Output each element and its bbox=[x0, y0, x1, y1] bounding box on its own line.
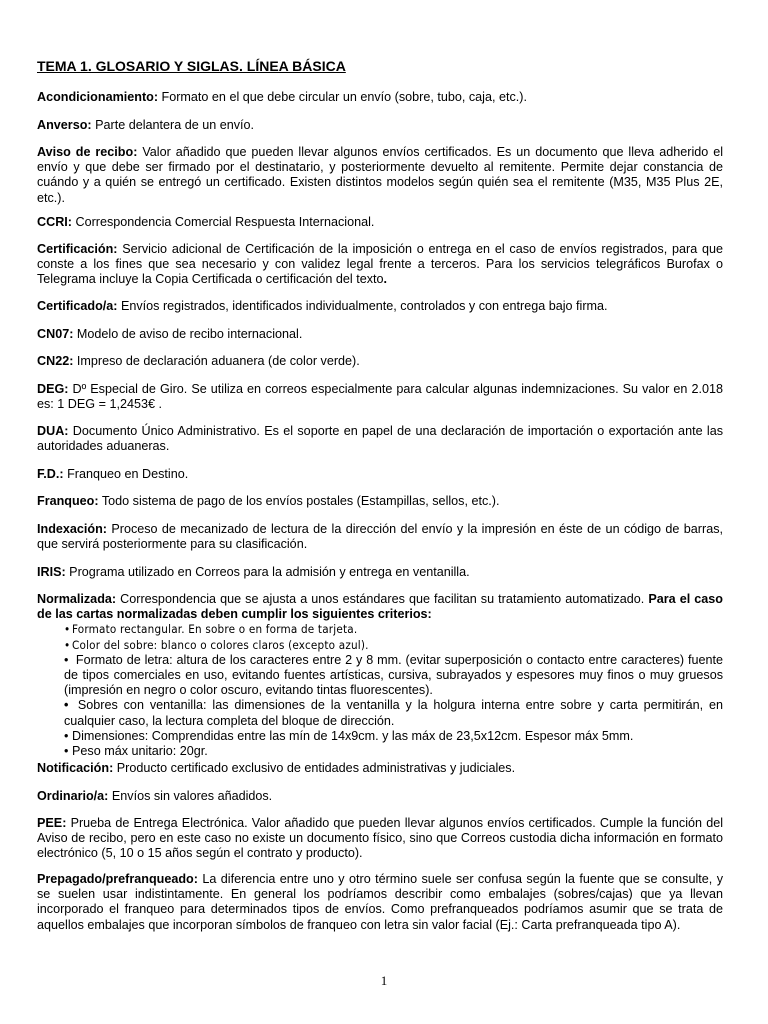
entry-definition: Programa utilizado en Correos para la admisión y entrega en ventanilla. bbox=[65, 565, 470, 579]
bullet-icon: • bbox=[64, 728, 69, 743]
glossary-entry-notificacion bbox=[37, 761, 723, 776]
bullet-icon: • bbox=[64, 637, 71, 652]
entry-definition: Correspondencia Comercial Respuesta Internacional. bbox=[71, 215, 375, 229]
entry-definition: Todo sistema de pago de los envíos postales (Estampillas, sellos, etc.). bbox=[98, 494, 500, 508]
entry-definition: Servicio adicional de Certificación de la imposición o entrega en el caso de envíos registrados, para que conste a los fines que sea necesario y con validez legal frente a terceros. Para los servicios telegráficos Burofax o Telegrama incluye la Copia Certificada o certificación del texto bbox=[37, 242, 723, 287]
glossary-entry-pee bbox=[37, 816, 723, 862]
glossary-entry-prepagado bbox=[37, 872, 723, 933]
entry-definition: Envíos registrados, identificados individualmente, controlados y con entrega bajo firma. bbox=[117, 299, 608, 313]
entry-definition: Formato en el que debe circular un envío (sobre, tubo, caja, etc.). bbox=[158, 90, 527, 104]
entry-term: DEG: bbox=[37, 382, 69, 396]
entry-definition: Documento Único Administrativo. Es el soporte en papel de una declaración de importación o exportación ante las autoridades aduaneras. bbox=[37, 424, 723, 454]
entry-term: IRIS: bbox=[37, 565, 66, 579]
criteria-text: Peso máx unitario: 20gr. bbox=[72, 744, 208, 759]
entry-definition: Producto certificado exclusivo de entidades administrativas y judiciales. bbox=[113, 761, 516, 775]
criteria-text: Formato rectangular. En sobre o en forma de tarjeta. bbox=[72, 622, 358, 637]
entry-definition: La diferencia entre uno y otro término suele ser confusa según la fuente que se consulte, y se suelen usar indistintamente. En general los podríamos describir como embalajes (sobres/cajas) que ya llevan incorporado el franqueo para determinados tipos de envíos. Como prefranqueados podríamos asumir que se trata de aquellos embalajes que incorporan símbolos de franqueo con letra sin valor facial (Ej.: Carta prefranqueada tipo A). bbox=[37, 872, 723, 932]
page-title: TEMA 1. GLOSARIO Y SIGLAS. LÍNEA BÁSICA bbox=[37, 58, 346, 74]
criteria-text: Color del sobre: blanco o colores claros (excepto azul). bbox=[72, 637, 369, 652]
entry-term: Aviso de recibo: bbox=[37, 145, 138, 159]
entry-term: Franqueo: bbox=[37, 494, 99, 508]
glossary-entry-certificacion bbox=[37, 242, 723, 288]
criteria-item bbox=[64, 622, 723, 637]
page-number: 1 bbox=[380, 973, 388, 988]
glossary-entry-indexacion bbox=[37, 522, 723, 552]
entry-term: Certificado/a: bbox=[37, 299, 118, 313]
glossary-entry-fd bbox=[37, 467, 723, 482]
glossary-entry-iris bbox=[37, 565, 723, 580]
glossary-entry-dua bbox=[37, 424, 723, 454]
glossary-entry-anverso bbox=[37, 118, 723, 133]
criteria-item bbox=[64, 744, 723, 759]
criteria-text: Dimensiones: Comprendidas entre las mín de 14x9cm. y las máx de 23,5x12cm. Espesor máx 5mm. bbox=[72, 728, 634, 743]
criteria-item bbox=[64, 698, 723, 728]
entry-term: CCRI: bbox=[37, 215, 72, 229]
glossary-entry-aviso-de-recibo bbox=[37, 145, 723, 206]
entry-term: Indexación: bbox=[37, 522, 107, 536]
criteria-item bbox=[64, 729, 723, 744]
bullet-icon: • bbox=[64, 622, 71, 637]
entry-criteria-heading: Para el caso de las cartas normalizadas deben cumplir los siguientes criterios: bbox=[37, 592, 723, 622]
glossary-entry-ccri bbox=[37, 215, 723, 230]
bullet-icon: • bbox=[64, 744, 69, 759]
entry-term: Certificación: bbox=[37, 242, 118, 256]
entry-definition: Valor añadido que pueden llevar algunos envíos certificados. Es un documento que lleva adherido el envío y que debe ser firmado por el destinatario, y posteriormente devuelto al remitente. Permite dejar constancia de cuándo y a quién se entregó un certificado. Existen distintos modelos según quién sea el remitente (M35, M35 Plus 2E, etc.). bbox=[37, 145, 724, 205]
criteria-text: Sobres con ventanilla: las dimensiones de la ventanilla y la holgura interna entre sobre y carta permitirán, en cualquier caso, la lectura completa del bloque de dirección. bbox=[64, 698, 723, 728]
entry-term: DUA: bbox=[37, 424, 69, 438]
glossary-entry-ordinario bbox=[37, 789, 723, 804]
entry-definition: Envíos sin valores añadidos. bbox=[108, 789, 273, 803]
glossary-entry-franqueo bbox=[37, 494, 723, 509]
entry-term: Prepagado/prefranqueado: bbox=[37, 872, 198, 886]
entry-tail: . bbox=[383, 272, 387, 287]
criteria-text: Formato de letra: altura de los caracteres entre 2 y 8 mm. (evitar superposición o contacto entre caracteres) fuente de tipos comerciales en uso, evitando fuentes artísticas, cursiva, subrayados y espesores muy finos o muy gruesos (impresión en negro o color oscuro, evitando tintas fluorescentes). bbox=[64, 652, 723, 698]
entry-definition: Dº Especial de Giro. Se utiliza en correos especialmente para calcular algunas indemnizaciones. Su valor en 2.018 es: 1 DEG = 1,2453€ . bbox=[37, 382, 723, 412]
criteria-item bbox=[64, 638, 723, 653]
glossary-entry-cn22 bbox=[37, 354, 723, 369]
entry-definition: Impreso de declaración aduanera (de color verde). bbox=[73, 354, 360, 368]
entry-term: Notificación: bbox=[37, 761, 114, 775]
glossary-entry-certificado bbox=[37, 299, 723, 314]
entry-term: CN07: bbox=[37, 327, 74, 341]
entry-definition: Franqueo en Destino. bbox=[63, 467, 189, 481]
entry-term: PEE: bbox=[37, 816, 67, 830]
entry-term: Normalizada: bbox=[37, 592, 117, 606]
entry-term: Ordinario/a: bbox=[37, 789, 109, 803]
criteria-item bbox=[64, 653, 723, 699]
entry-definition: Prueba de Entrega Electrónica. Valor añadido que pueden llevar algunos envíos certificados. Cumple la función del Aviso de recibo, pero en este caso no existe un documento físico, sino que Correos custodia dicha información en formato electrónico (5, 10 o 15 años según el contrato y producto). bbox=[37, 816, 723, 861]
entry-definition: Parte delantera de un envío. bbox=[91, 118, 255, 132]
entry-definition: Proceso de mecanizado de lectura de la dirección del envío y la impresión en éste de un código de barras, que servirá posteriormente para su clasificación. bbox=[37, 522, 723, 552]
bullet-icon: • bbox=[64, 652, 69, 667]
entry-term: CN22: bbox=[37, 354, 74, 368]
glossary-entry-deg bbox=[37, 382, 723, 412]
entry-definition: Correspondencia que se ajusta a unos estándares que facilitan su tratamiento automatizado. bbox=[116, 592, 649, 606]
bullet-icon: • bbox=[64, 698, 69, 713]
entry-term: F.D.: bbox=[37, 467, 64, 481]
glossary-entry-normalizada bbox=[37, 592, 723, 759]
entry-term: Anverso: bbox=[37, 118, 92, 132]
glossary-entry-cn07 bbox=[37, 327, 723, 342]
entry-definition: Modelo de aviso de recibo internacional. bbox=[73, 327, 303, 341]
entry-term: Acondicionamiento: bbox=[37, 90, 159, 104]
glossary-entry-acondicionamiento bbox=[37, 90, 723, 105]
criteria-list bbox=[37, 622, 723, 759]
